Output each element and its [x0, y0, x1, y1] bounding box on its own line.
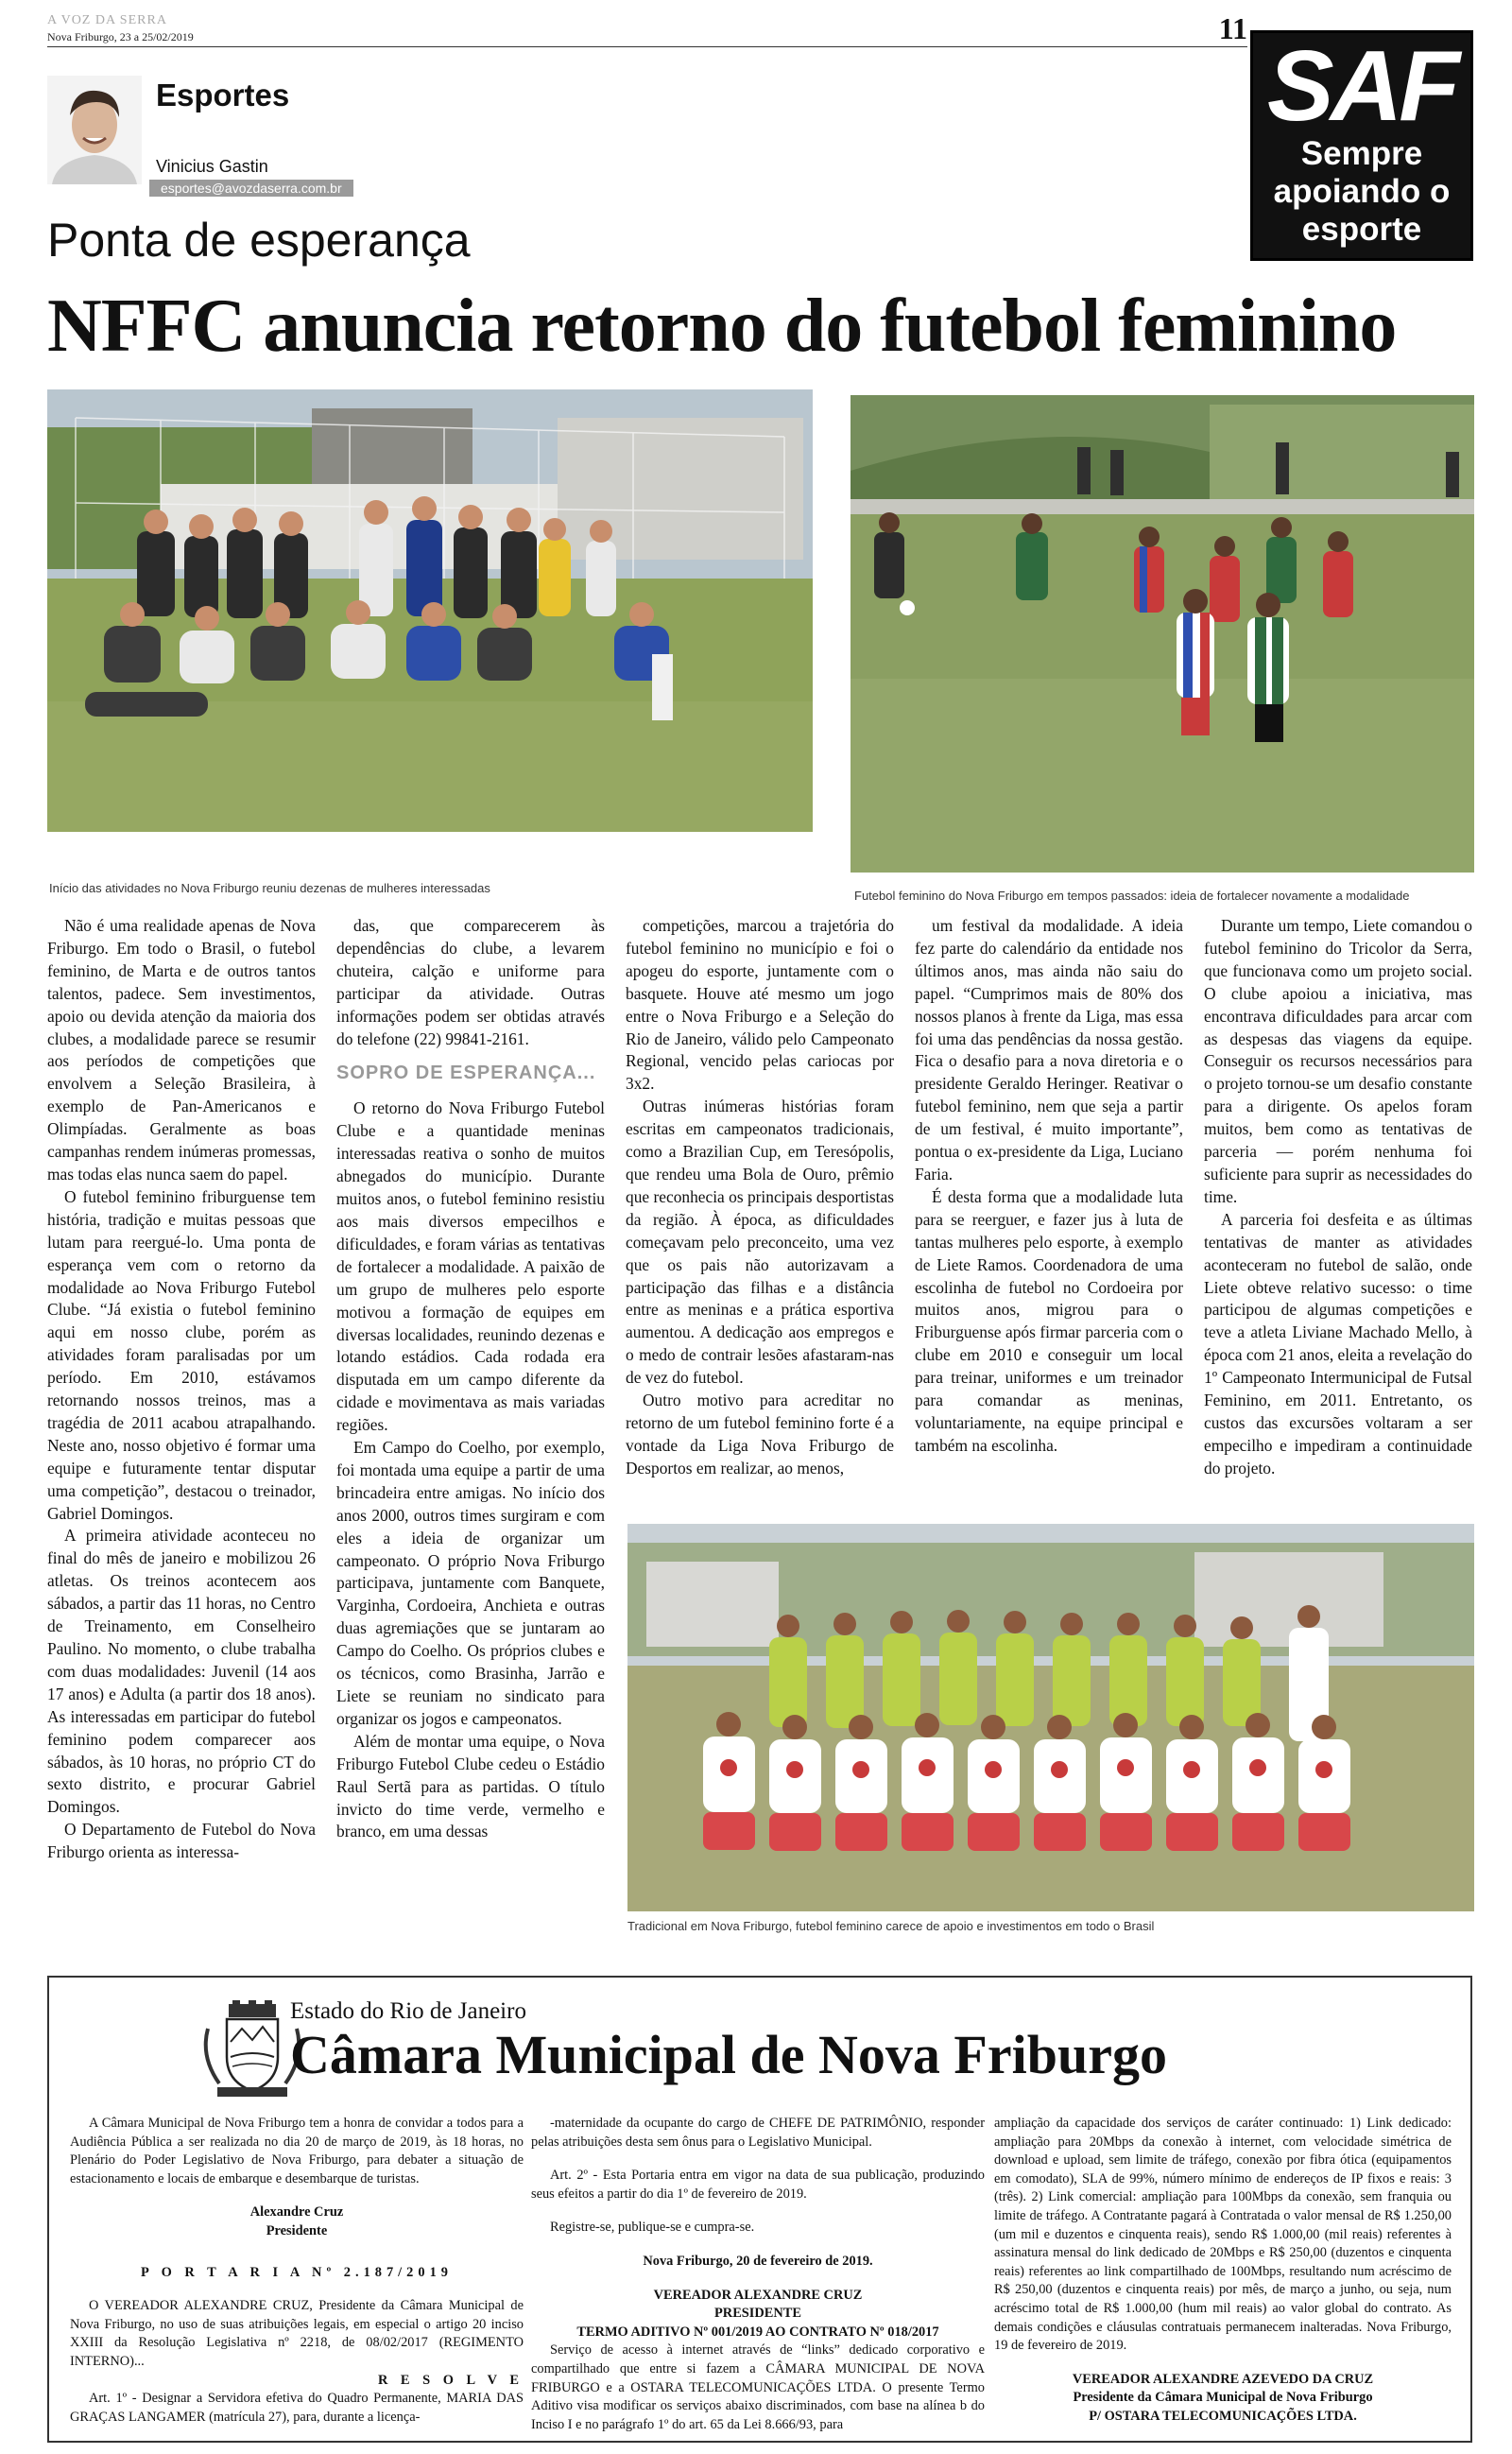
- notice-paragraph: Art. 1º - Designar a Servidora efetiva do Quadro Permanente, MARIA DAS GRAÇAS LANGAMER (matrícula 27), para, durante a licença-: [70, 2391, 524, 2425]
- notice-paragraph: ampliação da capacidade dos serviços de caráter continuado: 1) Link dedicado: ampliação para 20Mbps da conexão à internet, com velocidade simétrica de download e upload, sem limite de tráfego, conexão por fibra ótica (equipamentos em comodato), SLA de 99%, número mínimo de endereços de IP fixos e reais: 3 (três). 2) Link comercial: ampliação para 100Mbps da conexão, sem franquia ou limite de tráfego. A Contratante pagará à Contratada o valor mensal de R$ 1.250,00 (um mil e duzentos e cinquenta reais), sendo R$ 1.000,00 (mil reais) referentes à assinatura mensal do link dedicado de 20Mbps e R$ 250,00 (duzentos e cinquenta reais) referentes ao link compartilhado de 100Mbps, resultando num acréscimo de R$ 250,00 (duzentos e cinquenta reais) por mês, de março a junho, ou seja, num acréscimo total de R$ 1.000,00 (hum mil reais) ao valor global do contrato. As demais condições e cláusulas contratuais permanecem inalteradas. Nova Friburgo, 19 de fevereiro de 2019.: [994, 2116, 1452, 2354]
- portaria-title: P O R T A R I A Nº 2.187/2019: [141, 2264, 453, 2280]
- article-paragraph: A parceria foi desfeita e as últimas tentativas de manter as atividades aconteceram no futebol de salão, onde Liete obteve relativo sucesso: o time participou de algumas competições e teve a atleta Liviane Machado Mello, à época com 21 anos, eleita a revelação do 1º Campeonato Intermunicipal de Futsal Feminino, em 2011. Entretanto, os custos das excursões voltaram a ser empecilho e impediram a continuidade do projeto.: [1204, 1209, 1472, 1478]
- article-paragraph: Durante um tempo, Liete comandou o futebol feminino do Tricolor da Serra, que funcionava como um projeto social. O clube apoiou a iniciativa, mas encontrava dificuldades para arcar com as despesas das viagens da equipe. Conseguir os recursos necessários para o projeto tornou-se um desafio constante para a dirigente. Os apelos foram muitos, bem como as tentativas de parceria — porém nenhuma foi suficiente para suprir as necessidades do time.: [1204, 916, 1472, 1206]
- article-paragraph: Não é uma realidade apenas de Nova Friburgo. Em todo o Brasil, o futebol feminino, de Marta e de outros tantos talentos, padece. Sem investimentos, apoio ou devida atenção da maioria dos clubes, a modalidade parece se resumir aos períodos de competições que envolvem a Seleção Brasileira, à exemplo de Pan-Americanos e Olimpíadas. Geralmente as boas campanhas rendem inúmeras promessas, mas todas elas nunca saem do papel.: [47, 916, 316, 1184]
- saf-tagline-2: apoiando o: [1273, 173, 1451, 210]
- section-title: Esportes: [156, 78, 290, 112]
- notice-signature-2: Presidente da Câmara Municipal de Nova Friburgo: [1073, 2390, 1373, 2406]
- article-paragraph: um festival da modalidade. A ideia fez parte do calendário da entidade nos últimos anos, mas ainda não saiu do papel. “Cumprimos mais de 80% dos nossos planos à frente da Liga, mas essa foi uma das pendências da nossa gestão. Fica o desafio para a nova diretoria e o presidente Geraldo Heringer. Reativar o futebol feminino, nem que seja a partir de um festival, é muito importante”, pontua o ex-presidente da Liga, Luciano Faria.: [915, 916, 1183, 1184]
- saf-tagline-1: Sempre: [1300, 135, 1423, 172]
- photo-traditional-team: [627, 1524, 1474, 1911]
- author-avatar: [47, 76, 142, 184]
- notice-column-2: [531, 2115, 985, 2434]
- notice-state: Estado do Rio de Janeiro: [290, 1998, 526, 2024]
- article-paragraph: A primeira atividade aconteceu no final do mês de janeiro e mobilizou 26 atletas. Os treinos acontecem aos sábados, a partir das 11 horas, no Centro de Treinamento, em Conselheiro Paulino. No momento, o clube trabalha com duas modalidades: Juvenil (14 aos 17 anos) e Adulta (a partir dos 18 anos). As interessadas em participar do futebol feminino podem comparecer aos sábados, às 10 horas, no próprio CT do sexto distrito, e procurar Gabriel Domingos.: [47, 1526, 316, 1817]
- notice-paragraph: -maternidade da ocupante do cargo de CHEFE DE PATRIMÔNIO, responder pelas atribuições desta sem ônus para o Legislativo Municipal.: [531, 2116, 985, 2150]
- coat-of-arms-icon: [200, 2000, 304, 2099]
- notice-column-3: [994, 2115, 1452, 2427]
- article-paragraph: Além de montar uma equipe, o Nova Friburgo Futebol Clube cedeu o Estádio Raul Sertã para as partidas. O título invicto do time verde, vermelho e branco, em uma dessas: [336, 1731, 605, 1841]
- notice-signature-role: PRESIDENTE: [714, 2306, 801, 2322]
- section-header: [47, 66, 342, 199]
- article-paragraph: O futebol feminino friburguense tem história, tradição e muitas pessoas que lutam para reergué-lo. Uma ponta de esperança vem com o retorno da modalidade ao Nova Friburgo Futebol Clube. “Já existia o futebol feminino aqui em nosso clube, porém as atividades foram paralisadas por um período. Em 2010, estávamos retornando nossos treinos, mas a tragédia de 2011 acabou atrapalhando. Neste ano, nosso objetivo é formar uma equipe e futuramente tentar disputar uma competição”, destacou o treinador, Gabriel Domingos.: [47, 1186, 316, 1523]
- edition-date: Nova Friburgo, 23 a 25/02/2019: [47, 30, 194, 43]
- notice-signature-1: VEREADOR ALEXANDRE AZEVEDO DA CRUZ: [1072, 2371, 1374, 2387]
- photo-caption-2: Futebol feminino do Nova Friburgo em tempos passados: ideia de fortalecer novamente a modalidade: [854, 889, 1410, 903]
- article-paragraph: É desta forma que a modalidade luta para se reerguer, e fazer jus à luta de tantas mulheres pelo esporte, à exemplo de Liete Ramos. Coordenadora de uma escolinha de futebol no Cordoeira por muitos anos, migrou para o Friburguense após firmar parceria com o clube em 2010 e conseguir um local para treinar, uniformes e um treinador para comandar as meninas, voluntariamente, na equipe principal e também na escolinha.: [915, 1186, 1183, 1455]
- article-column-3: [626, 915, 894, 1480]
- municipal-notice: [47, 1976, 1472, 2443]
- article-paragraph: Outras inúmeras histórias foram escritas em campeonatos tradicionais, como a Brazilian Cup, em Teresópolis, que rendeu uma Bola de Ouro, prêmio que reconhecia os principais desportistas da região. À época, as dificuldades começavam pelo preconceito, uma vez que os pais não autorizavam a participação das filhas e a distância entre as meninas e a prática esportiva aumentou. A dedicação aos empregos e o medo de contrair lesões afastaram-nas de vez do futebol.: [626, 1097, 894, 1388]
- notice-signature-3: P/ OSTARA TELECOMUNICAÇÕES LTDA.: [1089, 2408, 1357, 2424]
- article-paragraph: Outro motivo para acreditar no retorno de um futebol feminino forte é a vontade da Liga Nova Friburgo de Desportos em realizar, ao menos,: [626, 1391, 894, 1478]
- saf-logo: SAF: [1267, 30, 1456, 142]
- saf-tagline-3: esporte: [1301, 211, 1422, 248]
- termo-title: TERMO ADITIVO Nº 001/2019 AO CONTRATO Nº 018/2017: [576, 2324, 939, 2340]
- saf-advertisement: [1250, 30, 1473, 261]
- notice-paragraph: A Câmara Municipal de Nova Friburgo tem a honra de convidar a todos para a Audiência Pública a ser realizada no dia 20 de março de 2019, às 18 horas, no Plenário do Poder Legislativo de Nova Friburgo, para debater a situação de estacionamento e locais de embarque e desembarque de turistas.: [70, 2116, 524, 2186]
- article-column-1: [47, 915, 316, 1864]
- notice-paragraph: Registre-se, publique-se e cumpra-se.: [550, 2220, 755, 2236]
- notice-signature-name: Alexandre Cruz: [249, 2204, 344, 2221]
- photo-caption-1: Início das atividades no Nova Friburgo reuniu dezenas de mulheres interessadas: [49, 881, 490, 895]
- photo-caption-3: Tradicional em Nova Friburgo, futebol feminino carece de apoio e investimentos em todo o Brasil: [627, 1919, 1155, 1933]
- article-paragraph: das, que comparecerem às dependências do clube, a levarem chuteira, calção e uniforme para participar da atividade. Outras informações podem ser obtidas através do telefone (22) 99841-2161.: [336, 916, 605, 1048]
- article-kicker: Ponta de esperança: [47, 214, 471, 267]
- article-headline: NFFC anuncia retorno do futebol feminino: [47, 285, 1397, 368]
- notice-column-1: [70, 2115, 524, 2427]
- author-email: esportes@avozdaserra.com.br: [149, 180, 353, 197]
- masthead: [47, 13, 1247, 47]
- article-paragraph: O Departamento de Futebol do Nova Friburgo orienta as interessa-: [47, 1820, 316, 1862]
- page-number: 11: [1218, 11, 1247, 45]
- photo-match: [850, 395, 1474, 873]
- photo-team-group: [47, 389, 813, 832]
- notice-title: Câmara Municipal de Nova Friburgo: [290, 2024, 1167, 2085]
- author-name: Vinicius Gastin: [156, 157, 268, 176]
- article-paragraph: O retorno do Nova Friburgo Futebol Clube e a quantidade meninas interessadas reativa o sonho de muitos abnegados do município. Durante muitos anos, o futebol feminino resistiu aos mais diversos empecilhos e dificuldades, e foram várias as tentativas de fortalecer a modalidade. A paixão de um grupo de mulheres pelo esporte motivou a formação de equipes em diversas localidades, reunindo dezenas e lotando estádios. Cada rodada era disputada em um campo diferente da cidade e movimentava as mais variadas regiões.: [336, 1098, 605, 1435]
- article-paragraph: competições, marcou a trajetória do futebol feminino no município e foi o apogeu do esporte, juntamente com o basquete. Houve até mesmo um jogo entre o Nova Friburgo e a Seleção do Rio de Janeiro, válido pelo Campeonato Regional, vencido pelas cariocas por 3x2.: [626, 916, 894, 1094]
- notice-paragraph: Serviço de acesso à internet através de “links” dedicado corporativo e compartilhado que entre si fazem a CÂMARA MUNICIPAL DE NOVA FRIBURGO e a OSTARA TELECOMUNICAÇÕES LTDA. O presente Termo Aditivo visa modificar os serviços abaixo discriminados, com base na alínea b do Inciso I e no parágrafo 1º do art. 65 da Lei 8.666/93, para: [531, 2342, 985, 2432]
- notice-signature-role: Presidente: [266, 2222, 328, 2238]
- newspaper-name: A VOZ DA SERRA: [47, 13, 167, 27]
- subhead: SOPRO DE ESPERANÇA...: [336, 1063, 596, 1084]
- notice-date: Nova Friburgo, 20 de fevereiro de 2019.: [643, 2253, 873, 2269]
- notice-paragraph: Art. 2º - Esta Portaria entra em vigor na data de sua publicação, produzindo seus efeitos a partir do dia 1º de fevereiro de 2019.: [531, 2168, 985, 2202]
- resolve-heading: R E S O L V E: [377, 2372, 524, 2388]
- notice-paragraph: O VEREADOR ALEXANDRE CRUZ, Presidente da Câmara Municipal de Nova Friburgo, no uso de suas atribuições legais, em especial o artigo 20 inciso XXIII da Resolução Legislativa nº 2218, de 08/02/2017 (REGIMENTO INTERNO)...: [70, 2298, 524, 2369]
- article-paragraph: Em Campo do Coelho, por exemplo, foi montada uma equipe a partir de uma brincadeira entre amigas. No início dos anos 2000, outros times surgiram e com eles a ideia de organizar um campeonato. O próprio Nova Friburgo participava, juntamente com Banquete, Varginha, Cordoeira, Anchieta e outras duas agremiações que se juntaram ao Campo do Coelho. Os próprios clubes e os técnicos, como Brasinha, Jarrão e Liete se reuniam no sindicato para organizar os jogos e campeonatos.: [336, 1438, 605, 1728]
- article-column-5: [1204, 915, 1472, 1480]
- article-column-2: [336, 915, 605, 1843]
- article-column-4: [915, 915, 1183, 1458]
- notice-signature-name: VEREADOR ALEXANDRE CRUZ: [653, 2287, 863, 2303]
